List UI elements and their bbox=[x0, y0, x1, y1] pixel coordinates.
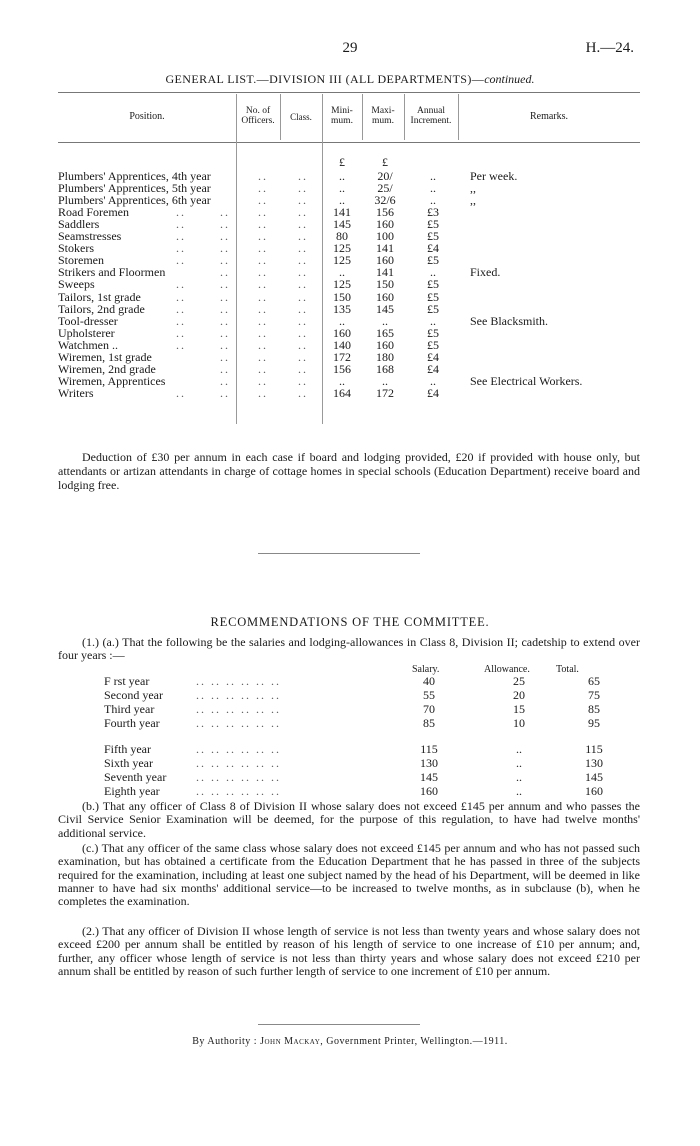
row-leader: .. bbox=[176, 385, 186, 400]
row-remarks: See Blacksmith. bbox=[470, 313, 548, 328]
year-salary: 115 bbox=[420, 742, 438, 756]
row-maximum: 168 bbox=[376, 361, 394, 376]
salary-row bbox=[104, 717, 604, 730]
row-maximum: .. bbox=[382, 373, 388, 388]
row-remarks: ,, bbox=[470, 193, 476, 208]
row-leader: .. bbox=[220, 277, 230, 292]
table-row bbox=[58, 278, 640, 290]
recommendation-1b: (b.) That any officer of Class 8 of Division II whose salary does not exceed £145 per annum and who passes the Civil Service Senior Examination will be deemed, for the purpose of this regulation, to have had twelve months' additional service. bbox=[58, 799, 640, 840]
row-maximum: 100 bbox=[376, 229, 394, 244]
row-leader: .. bbox=[176, 229, 186, 244]
row-minimum: 145 bbox=[333, 217, 351, 232]
currency-row bbox=[58, 156, 640, 168]
year-allowance: .. bbox=[516, 742, 522, 756]
row-minimum: .. bbox=[339, 313, 345, 328]
year-label: Eighth year bbox=[104, 784, 160, 798]
row-minimum: 140 bbox=[333, 337, 351, 352]
row-leader: .. bbox=[220, 325, 230, 340]
row-officers: .. bbox=[258, 205, 268, 220]
row-increment: £5 bbox=[427, 325, 439, 340]
row-minimum: 172 bbox=[333, 349, 351, 364]
title-main: GENERAL LIST.—DIVISION III (ALL DEPARTMENTS)— bbox=[165, 72, 485, 86]
row-class: .. bbox=[298, 169, 308, 183]
row-minimum: 125 bbox=[333, 241, 351, 256]
row-leader: .. bbox=[220, 301, 230, 316]
year-allowance: 15 bbox=[513, 702, 525, 716]
row-minimum: .. bbox=[339, 181, 345, 196]
table-row bbox=[58, 339, 640, 351]
year-salary: 85 bbox=[423, 716, 435, 730]
table-header-rule bbox=[58, 142, 640, 143]
row-officers: .. bbox=[258, 337, 268, 352]
row-increment: £5 bbox=[427, 253, 439, 268]
unit-minimum: £ bbox=[339, 155, 345, 169]
header-increment bbox=[404, 106, 458, 126]
row-position: Writers bbox=[58, 385, 94, 400]
row-leader: .. bbox=[220, 217, 230, 232]
header-minimum bbox=[322, 106, 362, 126]
footer-suffix: Government Printer, Wellington.—1911. bbox=[323, 1036, 508, 1047]
year-label: Fourth year bbox=[104, 716, 160, 730]
year-leader: .. .. .. .. .. .. bbox=[196, 688, 281, 702]
row-maximum: 145 bbox=[376, 301, 394, 316]
year-leader: .. .. .. .. .. .. bbox=[196, 716, 281, 730]
year-leader: .. .. .. .. .. .. bbox=[196, 702, 281, 716]
row-minimum: 125 bbox=[333, 253, 351, 268]
row-position: Saddlers bbox=[58, 217, 100, 232]
row-maximum: 160 bbox=[376, 253, 394, 268]
row-officers: .. bbox=[258, 385, 268, 400]
row-leader: .. bbox=[176, 277, 186, 292]
row-minimum: .. bbox=[339, 169, 345, 183]
salary-row bbox=[104, 675, 604, 688]
row-officers: .. bbox=[258, 325, 268, 340]
allowance-header: Allowance. bbox=[484, 664, 530, 675]
table-row bbox=[58, 327, 640, 339]
year-salary: 40 bbox=[423, 674, 435, 688]
salary-row bbox=[104, 771, 604, 784]
row-leader: .. bbox=[220, 253, 230, 268]
salary-header: Salary. bbox=[412, 664, 440, 675]
row-officers: .. bbox=[258, 361, 268, 376]
year-salary: 160 bbox=[420, 784, 438, 798]
year-label: F rst year bbox=[104, 674, 150, 688]
salary-row bbox=[104, 743, 604, 756]
row-position: Strikers and Floormen bbox=[58, 265, 166, 280]
row-leader: .. bbox=[220, 229, 230, 244]
year-total: 115 bbox=[585, 742, 603, 756]
row-position: Upholsterer bbox=[58, 325, 115, 340]
row-maximum: 141 bbox=[376, 265, 394, 280]
title-suffix: continued. bbox=[484, 72, 535, 86]
year-total: 85 bbox=[588, 702, 600, 716]
row-minimum: 135 bbox=[333, 301, 351, 316]
row-increment: £4 bbox=[427, 361, 439, 376]
row-class: .. bbox=[298, 373, 308, 388]
salary-row bbox=[104, 703, 604, 716]
table-row bbox=[58, 315, 640, 327]
row-officers: .. bbox=[258, 265, 268, 280]
header-maximum-line1: Maxi- bbox=[371, 106, 395, 116]
table-row bbox=[58, 363, 640, 375]
row-maximum: 165 bbox=[376, 325, 394, 340]
row-position: Wiremen, Apprentices bbox=[58, 373, 166, 388]
row-position: Tailors, 1st grade bbox=[58, 289, 141, 304]
row-maximum: 160 bbox=[376, 217, 394, 232]
year-salary: 145 bbox=[420, 770, 438, 784]
footer-printer: John Mackay, bbox=[260, 1036, 324, 1047]
header-class: Class. bbox=[290, 112, 312, 122]
row-minimum: 164 bbox=[333, 385, 351, 400]
row-officers: .. bbox=[258, 229, 268, 244]
row-class: .. bbox=[298, 325, 308, 340]
row-remarks: ,, bbox=[470, 181, 476, 196]
year-total: 130 bbox=[585, 756, 603, 770]
year-total: 145 bbox=[585, 770, 603, 784]
year-total: 160 bbox=[585, 784, 603, 798]
row-position: Wiremen, 2nd grade bbox=[58, 361, 156, 376]
row-increment: .. bbox=[430, 193, 436, 208]
recommendation-1c: (c.) That any officer of the same class whose salary does not exceed £145 per annum and who has not passed such examination, but has obtained a certificate from the Education Department that he has passed in three of the subjects required for the examination, including at least one subject named by the head of his Department, will be deemed in like manner to have had six months' additional service—to be increased to twelve months, as in subclause (b), when he completes the examination. bbox=[58, 841, 640, 909]
year-leader: .. .. .. .. .. .. bbox=[196, 756, 281, 770]
row-leader: .. bbox=[220, 361, 230, 376]
row-increment: .. bbox=[430, 313, 436, 328]
year-label: Second year bbox=[104, 688, 163, 702]
row-leader: .. bbox=[176, 313, 186, 328]
total-header: Total. bbox=[556, 664, 579, 675]
row-officers: .. bbox=[258, 301, 268, 316]
row-increment: £5 bbox=[427, 337, 439, 352]
row-leader: .. bbox=[220, 349, 230, 364]
row-minimum: .. bbox=[339, 373, 345, 388]
row-officers: .. bbox=[258, 277, 268, 292]
year-allowance: 10 bbox=[513, 716, 525, 730]
year-label: Third year bbox=[104, 702, 155, 716]
row-leader: .. bbox=[176, 325, 186, 340]
header-maximum-line2: mum. bbox=[372, 116, 394, 126]
footer-prefix: By Authority : bbox=[192, 1036, 261, 1047]
row-class: .. bbox=[298, 349, 308, 364]
row-leader: .. bbox=[220, 265, 230, 280]
row-position: Plumbers' Apprentices, 4th year bbox=[58, 169, 211, 183]
row-position: Plumbers' Apprentices, 6th year bbox=[58, 193, 211, 208]
table-row bbox=[58, 218, 640, 230]
header-minimum-line2: mum. bbox=[331, 116, 353, 126]
imprint-footer bbox=[0, 1036, 700, 1047]
row-officers: .. bbox=[258, 241, 268, 256]
row-increment: .. bbox=[430, 265, 436, 280]
recommendation-2: (2.) That any officer of Division II whose length of service is not less than twenty years and whose salary does not exceed £200 per annum shall be entitled by reason of his length of service to one increase of £10 per annum; and, further, any officer whose length of service is not less than thirty years and whose salary does not exceed £210 per annum shall be entitled by reason of such further length of service to one increment of £10 per annum. bbox=[58, 924, 640, 978]
deduction-note: Deduction of £30 per annum in each case if board and lodging provided, £20 if provided with house only, but attendants or artizan attendants in charge of cottage homes in special schools (Education Department) receive board and lodging free. bbox=[58, 450, 640, 492]
row-leader: .. bbox=[176, 241, 186, 256]
year-allowance: 25 bbox=[513, 674, 525, 688]
row-class: .. bbox=[298, 229, 308, 244]
row-position: Seamstresses bbox=[58, 229, 122, 244]
table-row bbox=[58, 351, 640, 363]
row-officers: .. bbox=[258, 193, 268, 208]
year-leader: .. .. .. .. .. .. bbox=[196, 784, 281, 798]
year-label: Seventh year bbox=[104, 770, 167, 784]
row-minimum: .. bbox=[339, 265, 345, 280]
row-position: Watchmen .. bbox=[58, 337, 119, 352]
year-allowance: .. bbox=[516, 770, 522, 784]
row-minimum: 150 bbox=[333, 289, 351, 304]
row-class: .. bbox=[298, 385, 308, 400]
year-salary: 130 bbox=[420, 756, 438, 770]
row-maximum: 156 bbox=[376, 205, 394, 220]
year-total: 95 bbox=[588, 716, 600, 730]
section-divider bbox=[258, 553, 420, 554]
row-leader: .. bbox=[220, 313, 230, 328]
year-allowance: .. bbox=[516, 784, 522, 798]
row-position: Stokers bbox=[58, 241, 94, 256]
row-officers: .. bbox=[258, 253, 268, 268]
year-leader: .. .. .. .. .. .. bbox=[196, 770, 281, 784]
row-officers: .. bbox=[258, 349, 268, 364]
row-class: .. bbox=[298, 265, 308, 280]
row-increment: £4 bbox=[427, 349, 439, 364]
row-class: .. bbox=[298, 241, 308, 256]
row-maximum: .. bbox=[382, 313, 388, 328]
row-class: .. bbox=[298, 361, 308, 376]
year-allowance: 20 bbox=[513, 688, 525, 702]
row-class: .. bbox=[298, 217, 308, 232]
row-leader: .. bbox=[176, 253, 186, 268]
row-position: Storemen bbox=[58, 253, 104, 268]
row-leader: .. bbox=[220, 337, 230, 352]
row-minimum: 141 bbox=[333, 205, 351, 220]
table-row bbox=[58, 291, 640, 303]
year-leader: .. .. .. .. .. .. bbox=[196, 742, 281, 756]
row-position: Plumbers' Apprentices, 5th year bbox=[58, 181, 211, 196]
row-position: Wiremen, 1st grade bbox=[58, 349, 152, 364]
row-leader: .. bbox=[220, 373, 230, 388]
salary-row bbox=[104, 785, 604, 798]
row-officers: .. bbox=[258, 313, 268, 328]
year-allowance: .. bbox=[516, 756, 522, 770]
page-number: 29 bbox=[342, 40, 358, 56]
recommendation-1a: (1.) (a.) That the following be the salaries and lodging-allowances in Class 8, Division II; cadetship to extend over four years :— bbox=[58, 635, 640, 663]
row-increment: £5 bbox=[427, 217, 439, 232]
year-label: Fifth year bbox=[104, 742, 151, 756]
row-minimum: .. bbox=[339, 193, 345, 208]
header-increment-line2: Increment. bbox=[410, 116, 452, 126]
year-total: 75 bbox=[588, 688, 600, 702]
salary-row bbox=[104, 757, 604, 770]
row-officers: .. bbox=[258, 217, 268, 232]
header-officers bbox=[236, 106, 280, 126]
row-increment: .. bbox=[430, 169, 436, 183]
row-maximum: 20/ bbox=[377, 169, 393, 183]
year-total: 65 bbox=[588, 674, 600, 688]
year-label: Sixth year bbox=[104, 756, 153, 770]
row-leader: .. bbox=[176, 337, 186, 352]
row-remarks: Fixed. bbox=[470, 265, 501, 280]
row-leader: .. bbox=[220, 205, 230, 220]
general-list-title bbox=[0, 72, 700, 87]
row-leader: .. bbox=[220, 241, 230, 256]
row-increment: .. bbox=[430, 181, 436, 196]
year-salary: 55 bbox=[423, 688, 435, 702]
year-leader: .. .. .. .. .. .. bbox=[196, 674, 281, 688]
row-increment: £5 bbox=[427, 301, 439, 316]
row-increment: £5 bbox=[427, 289, 439, 304]
row-maximum: 25/ bbox=[377, 181, 393, 196]
row-maximum: 160 bbox=[376, 289, 394, 304]
row-leader: .. bbox=[176, 205, 186, 220]
row-position: Tailors, 2nd grade bbox=[58, 301, 145, 316]
header-position: Position. bbox=[129, 111, 165, 122]
row-class: .. bbox=[298, 337, 308, 352]
header-remarks: Remarks. bbox=[529, 111, 569, 122]
row-officers: .. bbox=[258, 181, 268, 196]
row-minimum: 156 bbox=[333, 361, 351, 376]
row-class: .. bbox=[298, 205, 308, 220]
row-class: .. bbox=[298, 277, 308, 292]
row-class: .. bbox=[298, 313, 308, 328]
row-minimum: 80 bbox=[336, 229, 348, 244]
row-leader: .. bbox=[176, 289, 186, 304]
row-position: Road Foremen bbox=[58, 205, 129, 220]
header-officers-line2: Officers. bbox=[241, 116, 275, 126]
row-class: .. bbox=[298, 301, 308, 316]
page-reference: H.—24. bbox=[585, 40, 634, 56]
row-position: Sweeps bbox=[58, 277, 95, 292]
row-leader: .. bbox=[220, 289, 230, 304]
table-row bbox=[58, 303, 640, 315]
row-maximum: 160 bbox=[376, 337, 394, 352]
row-position: Tool-dresser bbox=[58, 313, 118, 328]
row-remarks: Per week. bbox=[470, 169, 518, 183]
year-salary: 70 bbox=[423, 702, 435, 716]
row-maximum: 32/6 bbox=[374, 193, 396, 208]
row-increment: £5 bbox=[427, 229, 439, 244]
row-officers: .. bbox=[258, 373, 268, 388]
table-top-rule bbox=[58, 92, 640, 93]
row-class: .. bbox=[298, 181, 308, 196]
row-maximum: 180 bbox=[376, 349, 394, 364]
row-minimum: 160 bbox=[333, 325, 351, 340]
recommendations-title: RECOMMENDATIONS OF THE COMMITTEE. bbox=[210, 615, 490, 629]
row-increment: £4 bbox=[427, 241, 439, 256]
row-increment: £4 bbox=[427, 385, 439, 400]
row-maximum: 150 bbox=[376, 277, 394, 292]
row-maximum: 141 bbox=[376, 241, 394, 256]
header-increment-line1: Annual bbox=[417, 106, 445, 116]
row-increment: £3 bbox=[427, 205, 439, 220]
row-increment: £5 bbox=[427, 277, 439, 292]
header-maximum bbox=[362, 106, 404, 126]
header-minimum-line1: Mini- bbox=[331, 106, 353, 116]
unit-maximum: £ bbox=[382, 155, 388, 169]
row-class: .. bbox=[298, 253, 308, 268]
header-officers-line1: No. of bbox=[245, 106, 271, 116]
footer-rule bbox=[258, 1024, 420, 1025]
row-minimum: 125 bbox=[333, 277, 351, 292]
table-row bbox=[58, 387, 640, 399]
row-leader: .. bbox=[176, 301, 186, 316]
row-increment: .. bbox=[430, 373, 436, 388]
row-class: .. bbox=[298, 289, 308, 304]
row-officers: .. bbox=[258, 169, 268, 183]
row-leader: .. bbox=[220, 385, 230, 400]
row-maximum: 172 bbox=[376, 385, 394, 400]
row-leader: .. bbox=[176, 217, 186, 232]
row-officers: .. bbox=[258, 289, 268, 304]
salary-row bbox=[104, 689, 604, 702]
row-remarks: See Electrical Workers. bbox=[470, 373, 583, 388]
row-class: .. bbox=[298, 193, 308, 208]
